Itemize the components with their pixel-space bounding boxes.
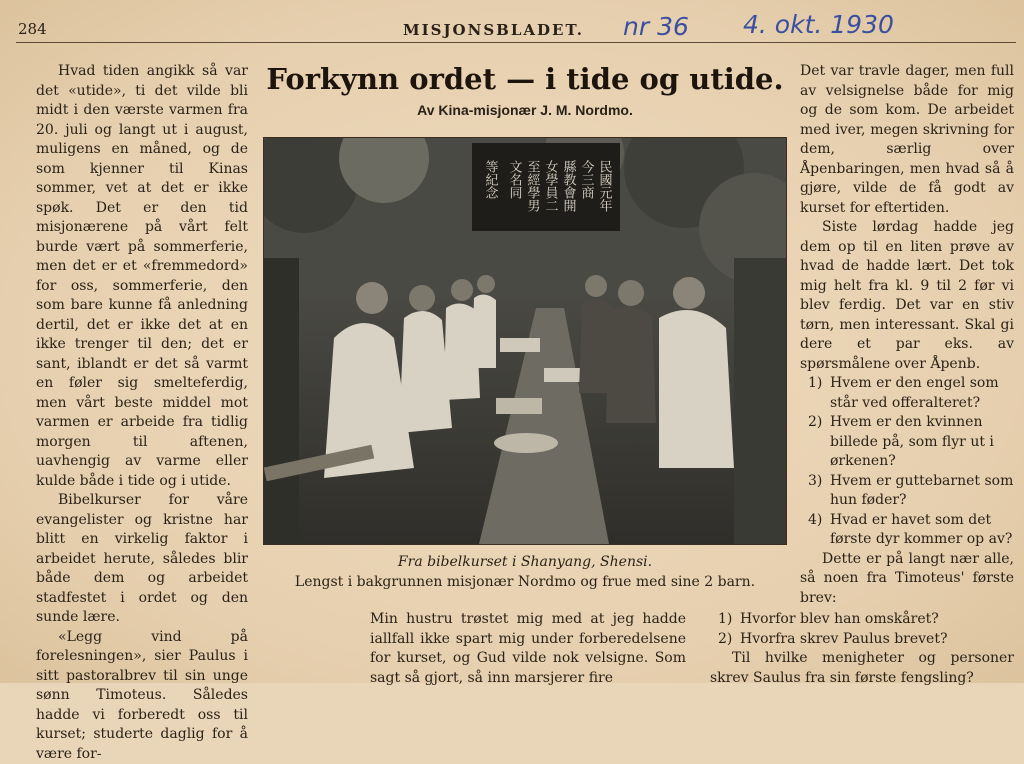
- letter-question-list: [710, 610, 1014, 649]
- exam-question-list: [800, 374, 1014, 550]
- handwritten-date: 4. okt. 1930: [743, 10, 894, 39]
- exam-question: [800, 472, 1014, 511]
- photo-caption-line-2: Lengst i bakgrunnen misjonær Nordmo og frue med sine 2 barn.: [262, 572, 788, 592]
- question-text: Hvad er havet som det første dyr kommer op av?: [830, 512, 1012, 548]
- question-number: 1): [808, 374, 822, 394]
- bottom-right-column: [710, 610, 1014, 688]
- right-paragraph-3: Dette er på langt nær alle, så noen fra Timoteus' første brev:: [800, 550, 1014, 609]
- banner-col-1: 民國元年: [597, 160, 613, 212]
- right-column: [800, 62, 1014, 608]
- banner-col-4: 女學員二: [543, 160, 559, 212]
- article-byline: Av Kina-misjonær J. M. Nordmo.: [262, 102, 788, 118]
- left-paragraph-3: «Legg vind på forelesningen», sier Paulus i sitt pastoralbrev til sin unge sønn Timoteus. Således hadde vi forberedt oss til kurset; studerte daglig for å være for-: [36, 628, 248, 764]
- right-paragraph-2: Siste lørdag hadde jeg dem op til en liten prøve av hvad de hadde lært. Det tok mig helt fra kl. 9 til 2 før vi blev ferdig. Det var en stiv tørn, men interessant. Skal gi dere et par eks. av spørsmålene over Åpenb.: [800, 218, 1014, 374]
- question-number: 1): [718, 610, 732, 630]
- handwritten-issue-number: nr 36: [623, 12, 689, 41]
- bible-course-photo: [263, 137, 787, 545]
- question-text: Hvorfor blev han omskåret?: [740, 611, 939, 627]
- article-title: Forkynn ordet — i tide og utide.: [262, 62, 788, 96]
- question-number: 3): [808, 472, 822, 492]
- banner-col-5: 至經學男: [525, 160, 541, 212]
- middle-paragraph-1: Min hustru trøstet mig med at jeg hadde iallfall ikke spart mig under forberedelsene for kurset, og Gud vilde nok velsigne. Som sagt så gjort, så inn marsjerer fire: [370, 610, 686, 688]
- middle-bottom-column: [370, 610, 686, 688]
- photo-caption: [262, 552, 788, 592]
- question-text: Hvem er den kvinnen billede på, som flyr ut i ørkenen?: [830, 414, 994, 469]
- bottom-right-paragraph: Til hvilke menigheter og personer skrev Saulus fra sin første fengsling?: [710, 649, 1014, 688]
- question-text: Hvorfra skrev Paulus brevet?: [740, 631, 947, 647]
- banner-col-3: 縣教會開: [561, 160, 577, 212]
- photo-illustration: [264, 138, 786, 544]
- banner-col-6: 文名同: [507, 160, 523, 199]
- letter-question: [710, 630, 1014, 650]
- letter-question: [710, 610, 1014, 630]
- banner-col-7: 等紀念: [483, 160, 499, 199]
- left-paragraph-1: Hvad tiden angikk så var det «utide», ti det vilde bli midt i den værste varmen fra 20. juli og langt ut i august, muligens en måned, og de som kjenner til Kinas sommer, vet at det er ikke spøk. Det er den tid misjonærene på vårt felt burde vært på sommerferie, men det er et «fremmedord» for oss, sommerferie, den som bare kunne få anledning dertil, det er ikke det at en ikke trenger til den; det er sant, iblandt er det så varmt en føler sig smelteferdig, men vårt beste middel mot varmen er arbeide fra tidlig morgen til aftenen, uavhengig av varme eller kulde både i tide og i utide.: [36, 62, 248, 491]
- exam-question: [800, 511, 1014, 550]
- left-paragraph-2: Bibelkurser for våre evangelister og kristne har blitt en virkelig faktor i arbeidet herute, således blir både dem og arbeidet stadfestet i ordet og den sunde lære.: [36, 491, 248, 628]
- question-number: 2): [718, 630, 732, 650]
- question-number: 4): [808, 511, 822, 531]
- publication-name: MISJONSBLADET.: [403, 21, 584, 39]
- exam-question: [800, 413, 1014, 472]
- left-column: [36, 62, 248, 764]
- question-text: Hvem er guttebarnet som hun føder?: [830, 473, 1013, 509]
- exam-question: [800, 374, 1014, 413]
- question-number: 2): [808, 413, 822, 433]
- banner-col-2: 今三商: [579, 159, 595, 199]
- right-paragraph-1: Det var travle dager, men full av velsignelse både for mig og de som kom. De arbeidet med iver, megen skrivning for dem, særlig over Åpenbaringen, men hvad så å gjøre, vilde de få godt av kurset for eftertiden.: [800, 62, 1014, 218]
- header-rule: [16, 42, 1016, 43]
- photo-caption-line-1: Fra bibelkurset i Shanyang, Shensi.: [262, 552, 788, 572]
- page-number: 284: [18, 20, 47, 38]
- question-text: Hvem er den engel som står ved offeralteret?: [830, 375, 999, 411]
